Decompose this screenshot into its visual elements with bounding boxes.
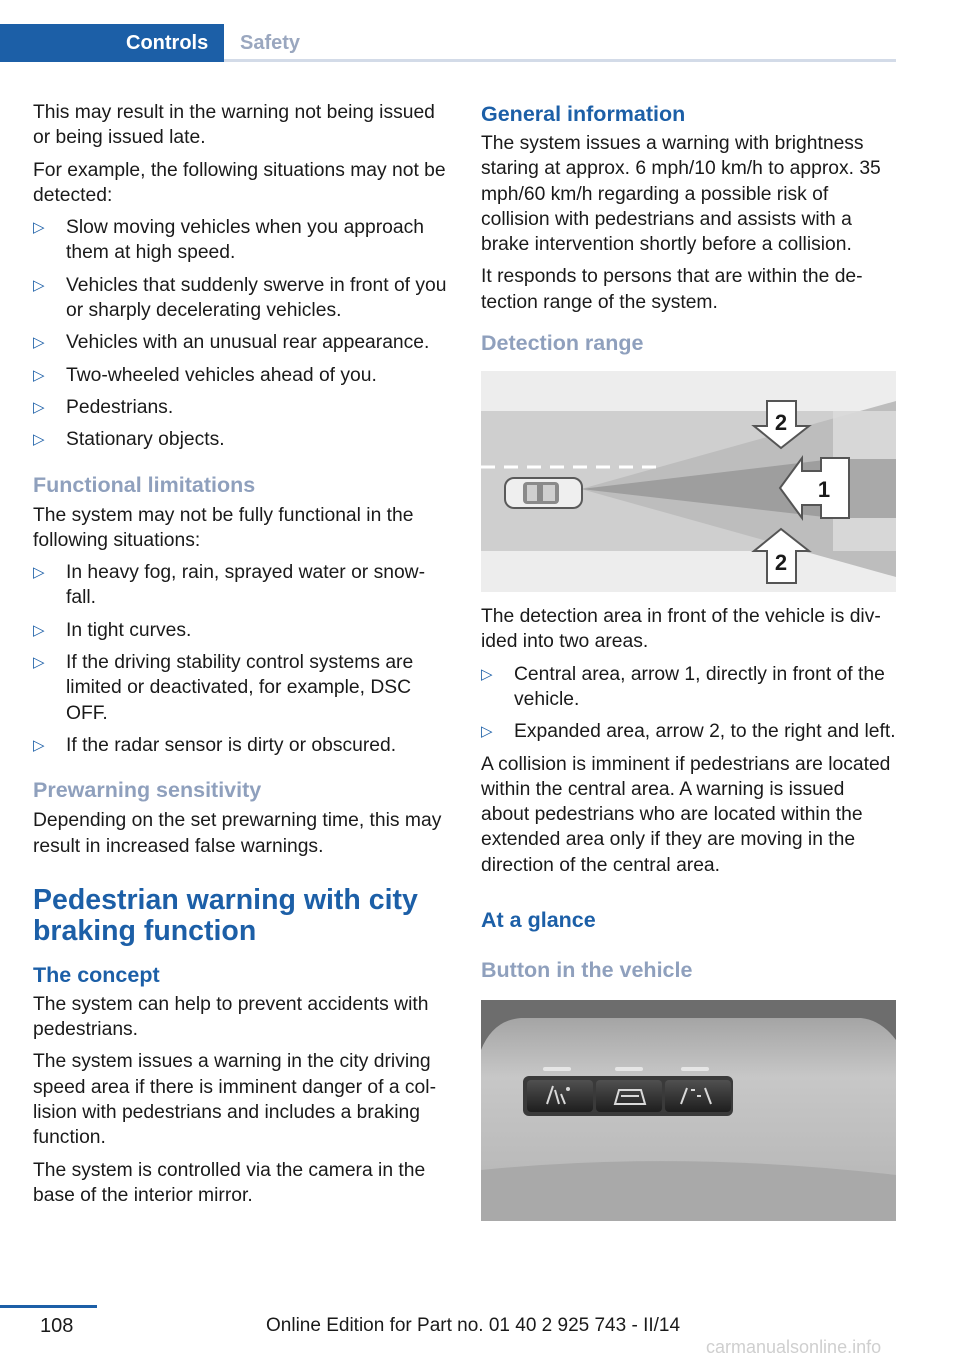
- triangle-bullet-icon: ▷: [33, 219, 45, 237]
- list-item-text: Slow moving vehicles when you approach them at high speed.: [66, 217, 424, 264]
- list-item-text: Expanded area, arrow 2, to the right and left.: [514, 721, 896, 743]
- triangle-bullet-icon: ▷: [481, 723, 493, 741]
- list-item: [33, 273, 448, 324]
- paragraph: The system is controlled via the camera in the base of the interior mirror.: [33, 1159, 426, 1206]
- paragraph: The system may not be fully functional in the following situations:: [33, 504, 414, 551]
- heading-prewarning-sensitivity: Prewarning sensitivity: [33, 778, 262, 803]
- label-2-top: 2: [774, 410, 788, 436]
- list-item: [33, 560, 448, 611]
- list-item: [33, 215, 448, 266]
- list-item-text: Two-wheeled vehicles ahead of you.: [66, 364, 377, 386]
- heading-functional-limitations: Functional limitations: [33, 472, 256, 497]
- list-item: [33, 363, 448, 388]
- list-item: [33, 330, 448, 355]
- detection-range-illustration: [481, 371, 896, 592]
- heading-the-concept: The concept: [33, 962, 160, 987]
- footer-divider: [0, 1305, 97, 1308]
- heading-at-a-glance: At a glance: [481, 908, 596, 933]
- paragraph: The system can help to prevent accidents with pedestrians.: [33, 993, 429, 1041]
- list-item-text: Stationary objects.: [66, 429, 225, 451]
- page-header: [0, 0, 960, 62]
- triangle-bullet-icon: ▷: [33, 564, 45, 582]
- detection-range-diagram: [481, 371, 896, 592]
- pedestrian-warning-button[interactable]: [527, 1080, 593, 1112]
- paragraph: The detection area in front of the vehicle is divided into two areas.: [481, 606, 881, 653]
- tab-safety[interactable]: Safety: [240, 32, 301, 54]
- triangle-bullet-icon: ▷: [481, 665, 493, 683]
- heading-button-in-vehicle: Button in the vehicle: [481, 958, 693, 983]
- edition-text: Online Edition for Part no. 01 40 2 925 743 - II/14: [266, 1315, 681, 1336]
- triangle-bullet-icon: ▷: [33, 398, 45, 416]
- right-column: [481, 100, 896, 1233]
- paragraph: A collision is imminent if pedestrians are located within the central area. A warning is issued about pedestrians who are located within the extended area only if they are moving in the direction of the central area.: [481, 753, 891, 876]
- list-item: [33, 395, 448, 420]
- left-column: [33, 100, 448, 1215]
- triangle-bullet-icon: ▷: [33, 654, 45, 672]
- list-item-text: In heavy fog, rain, sprayed water or snowfall.: [66, 562, 426, 609]
- list-item: [481, 719, 896, 744]
- triangle-bullet-icon: ▷: [33, 366, 45, 384]
- triangle-bullet-icon: ▷: [33, 431, 45, 449]
- list-item-text: If the radar sensor is dirty or obscured.: [66, 734, 397, 756]
- section-title: Pedestrian warning with city braking function: [33, 883, 418, 947]
- paragraph: The system issues a warning with brightness staring at approx. 6 mph/10 km/h to approx. 35 mph/60 km/h regarding a possible risk of collision with pedestrians and assists with a brake intervention shortly before a collision.: [481, 133, 881, 256]
- heading-general-information: General information: [481, 102, 686, 126]
- list-item-text: Pedestrians.: [66, 396, 174, 418]
- list-item: [481, 662, 896, 713]
- list-item: [33, 650, 448, 726]
- paragraph: It responds to persons that are within the detection range of the system.: [481, 266, 863, 313]
- list-item-text: In tight curves.: [66, 619, 192, 641]
- collision-warning-button[interactable]: [596, 1080, 662, 1112]
- tab-controls[interactable]: Controls: [126, 32, 209, 54]
- triangle-bullet-icon: ▷: [33, 276, 45, 294]
- list-item: [33, 618, 448, 643]
- triangle-bullet-icon: ▷: [33, 736, 45, 754]
- watermark: carmanualsonline.info: [706, 1337, 882, 1357]
- list-item: [33, 427, 448, 452]
- paragraph: The system issues a warning in the city driving speed area if there is imminent danger of a collision with pedestrians and includes a braking function.: [33, 1051, 436, 1149]
- triangle-bullet-icon: ▷: [33, 621, 45, 639]
- button-illustration: [481, 1000, 896, 1221]
- list-item-text: Central area, arrow 1, directly in front of the vehicle.: [514, 663, 885, 710]
- list-item-text: Vehicles with an unusual rear appearance.: [66, 332, 430, 354]
- bullet-list-areas: [481, 662, 896, 745]
- list-item-text: If the driving stability control systems are limited or deactivated, for example, DSC OFF.: [66, 652, 414, 724]
- bullet-list-limitations: [33, 560, 448, 758]
- paragraph: Depending on the set prewarning time, this may result in increased false warnings.: [33, 810, 442, 857]
- heading-detection-range: Detection range: [481, 331, 644, 356]
- paragraph: For example, the following situations may not be detected:: [33, 159, 446, 206]
- list-item-text: Vehicles that suddenly swerve in front of you or sharply decelerating vehicles.: [66, 274, 447, 322]
- triangle-bullet-icon: ▷: [33, 334, 45, 352]
- car-illustration: [505, 478, 582, 508]
- page-number: 108: [40, 1315, 74, 1337]
- label-2-bottom: 2: [774, 550, 788, 576]
- button-photo: [481, 1000, 896, 1221]
- lane-departure-button[interactable]: [665, 1080, 731, 1112]
- label-1: 1: [817, 477, 831, 503]
- header-divider: [224, 59, 896, 62]
- bullet-list-undetected: [33, 215, 448, 452]
- paragraph: This may result in the warning not being issued or being issued late.: [33, 102, 435, 149]
- list-item: [33, 733, 448, 758]
